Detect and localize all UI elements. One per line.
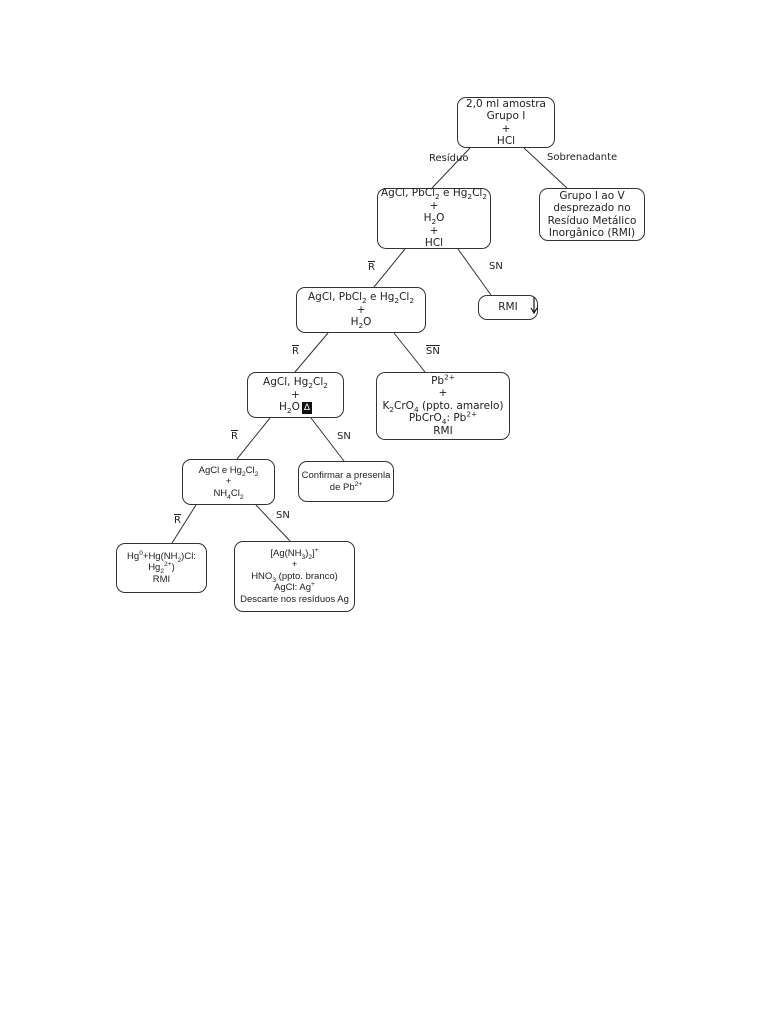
node-line: $Pb^{2+}$ <box>431 372 455 387</box>
node-confirm-lead <box>298 461 394 502</box>
node-line: $H_2O$ Δ <box>278 401 311 416</box>
node-line: + <box>291 388 300 401</box>
node-sample <box>457 97 555 148</box>
edge-label-sn1: SN <box>489 261 503 272</box>
node-line: RMI <box>433 424 453 437</box>
node-line: + <box>501 122 511 135</box>
node-line: AgCl, PbCl$_2$ e $Hg_2Cl_2$ <box>307 291 415 306</box>
node-line: 2,0 ml amostra <box>466 97 546 110</box>
node-line: Confirmar a presenla <box>301 470 391 481</box>
edge-label-r1: $\overline{R}$ <box>368 262 375 273</box>
edge-label-sn3: SN <box>337 431 351 442</box>
node-line: $[Ag(NH_3)_2]^+$ <box>270 546 319 561</box>
node-agcl-hg2cl2-nh4cl <box>182 459 275 505</box>
edge-n2-n5 <box>458 249 491 295</box>
edge-label-r2: $\overline{R}$ <box>292 346 299 357</box>
node-mercury-residue <box>116 543 207 593</box>
node-line: de $Pb^{2+}$ <box>329 480 363 493</box>
edge-n6-n8 <box>237 418 270 459</box>
node-silver-complex <box>234 541 355 612</box>
node-line: $NH_4Cl_2$ <box>213 487 244 501</box>
node-line: Grupo I <box>486 110 526 122</box>
node-line: desprezado no <box>553 202 631 214</box>
node-line: HCl <box>424 237 444 250</box>
node-line: Grupo I ao V <box>559 189 625 202</box>
node-line: RMI <box>152 573 171 585</box>
node-line: HCl <box>496 135 516 147</box>
edge-label-residuo: Resíduo <box>429 153 469 164</box>
node-line: $Hg^0+Hg(NH_2)Cl$: <box>127 549 196 564</box>
node-line: + <box>429 199 439 212</box>
edge-label-sobrenadante: Sobrenadante <box>547 152 618 163</box>
node-line: $K_2CrO_4$ (ppto. amarelo) <box>382 399 504 414</box>
node-line: AgCl, PbCl$_2$ e $Hg_2Cl_2$ <box>380 187 488 202</box>
node-line: RMI <box>498 301 518 314</box>
edge-label-r3: $\overline{R}$ <box>231 431 238 442</box>
node-line: $H_2O$ <box>423 212 445 227</box>
node-line: AgCl e $Hg_2Cl_2$ <box>198 464 259 478</box>
delta-heat-icon: Δ <box>303 403 311 413</box>
edge-n4-n6 <box>295 333 328 372</box>
node-rmi-1 <box>478 295 538 320</box>
node-line: $H_2O$ <box>350 316 372 331</box>
edge-label-sn4: SN <box>276 510 290 521</box>
node-line: + <box>438 387 448 400</box>
edge-n4-n7 <box>394 333 425 372</box>
node-line: PbCrO$_4$: $Pb^{2+}$ <box>408 409 478 427</box>
node-line: AgCl: Ag+ <box>274 581 315 594</box>
edge-label-r4: $\overline{R}$ <box>174 515 181 526</box>
edge-n2-n4 <box>374 249 405 287</box>
node-line: + <box>429 224 439 237</box>
node-agcl-hg2cl2-water <box>247 372 344 418</box>
down-arrow-icon <box>530 296 540 316</box>
node-line: Descarte nos resíduos Ag <box>240 593 349 605</box>
node-group-discarded <box>539 188 645 241</box>
node-chlorides-water <box>296 287 426 333</box>
node-line: + <box>291 559 298 571</box>
edge-label-sn2: $\overline{SN}$ <box>426 346 440 357</box>
node-line: Inorgânico (RMI) <box>548 227 636 239</box>
node-line: + <box>225 476 232 488</box>
node-line: + <box>356 303 366 316</box>
node-line: AgCl, $Hg_2Cl_2$ <box>263 376 328 391</box>
node-line: $Hg_2^{2+}$) <box>148 561 175 576</box>
node-lead-chromate <box>376 372 510 440</box>
node-line: Resíduo Metálico <box>547 214 637 227</box>
node-line: $HNO_3$ (ppto. branco) <box>251 570 338 584</box>
node-chlorides-water-hcl <box>377 188 491 249</box>
